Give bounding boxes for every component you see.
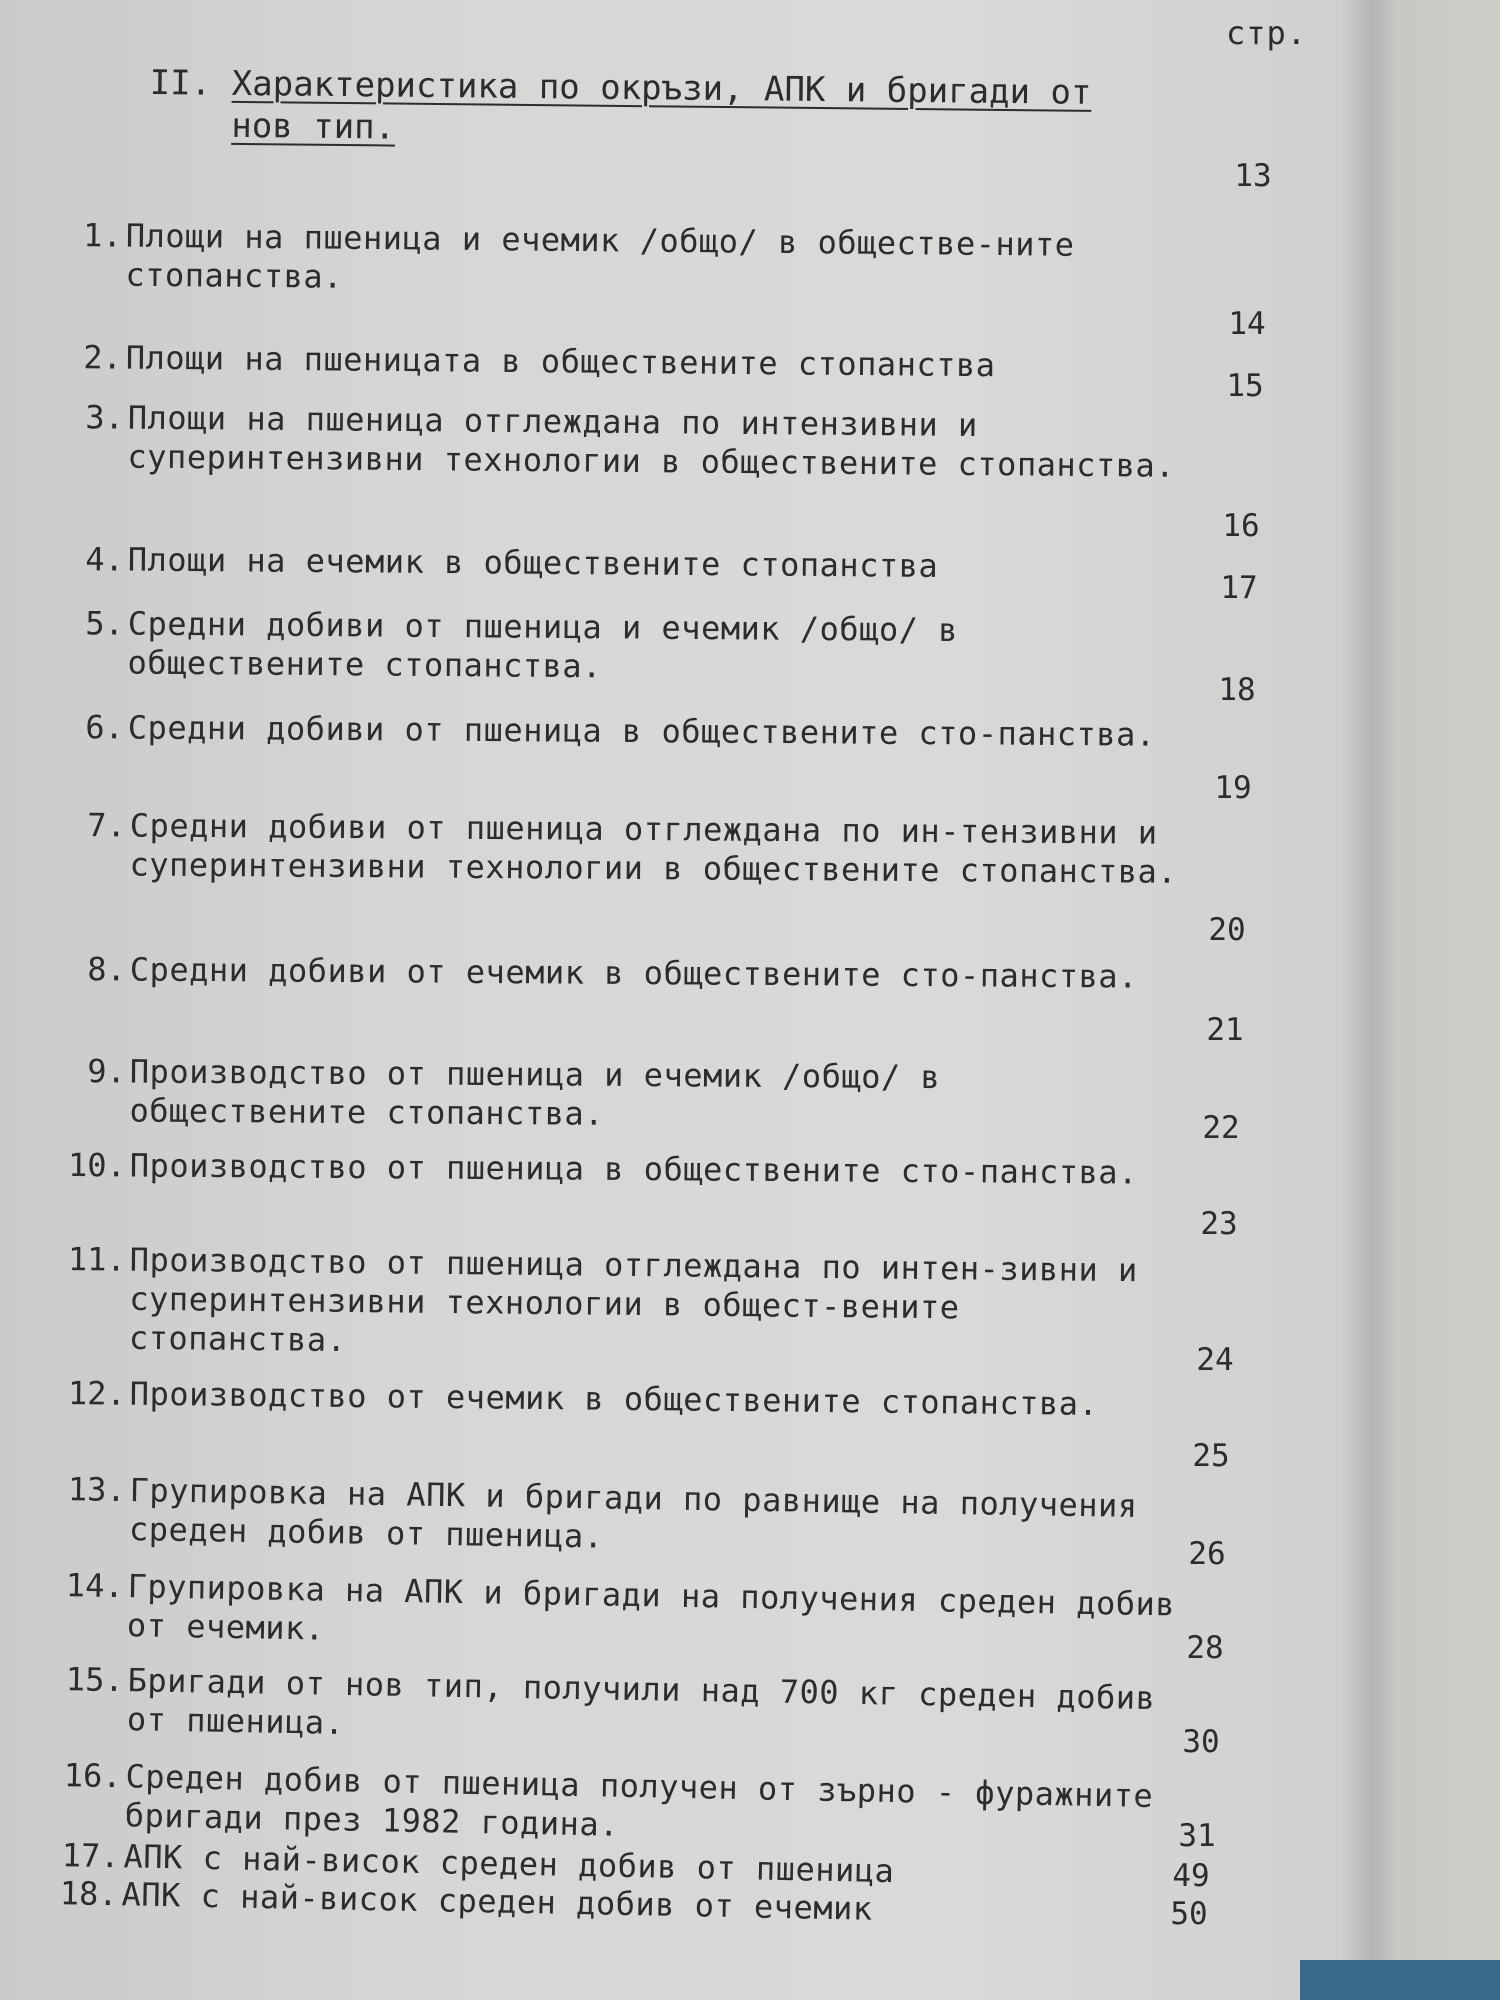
toc-entry (62, 1146, 1172, 1192)
toc-entry-number: 12. (67, 1374, 126, 1413)
toc-entry-text: Среден добив от пшеница получен от зърно - фуражните бригади през 1982 година. (124, 1757, 1154, 1844)
adjacent-page-edge (1372, 0, 1500, 2000)
toc-entry-number: 4. (85, 540, 124, 579)
toc-entry-text: АПК с най-висок среден добив от ечемик (121, 1875, 873, 1928)
toc-entry-text: Площи на пшеница отглеждана по интензивни и суперинтензивни технологии в обществените стопанства. (127, 398, 1176, 485)
toc-entry-page: 26 (1188, 1536, 1226, 1572)
toc-entry-page: 24 (1196, 1342, 1234, 1378)
toc-entry (62, 1240, 1172, 1359)
section-title: Характеристика по окръзи, АПК и бригади от нов тип. (231, 63, 1092, 148)
toc-entry-page: 19 (1214, 770, 1252, 806)
toc-entry-number: 18. (59, 1874, 118, 1914)
toc-entry-number: 7. (87, 806, 126, 845)
toc-entry-page: 22 (1202, 1110, 1240, 1146)
toc-entry-page: 16 (1222, 508, 1260, 544)
toc-entry-text: Средни добиви от пшеница и ечемик /общо/ в обществените стопанства. (127, 604, 959, 686)
toc-entry (60, 398, 1176, 485)
toc-entry-page: 28 (1186, 1630, 1224, 1666)
toc-entry-number: 1. (83, 216, 122, 255)
toc-entry (60, 708, 1170, 754)
toc-entry-text: Средни добиви от пшеница отглеждана по ин-тензивни и суперинтензивни технологии в обществените стопанства. (129, 806, 1178, 891)
toc-entry-text: Площи на пшеницата в обществените стопанства (125, 338, 996, 385)
toc-entry-text: Групировка на АПК и бригади по равнище на получения среден добив от пшеница. (128, 1471, 1138, 1556)
toc-entry-number: 2. (83, 338, 122, 377)
toc-entry (60, 540, 1170, 585)
toc-entry-text: Средни добиви от пшеница в обществените сто-панства. (127, 708, 1156, 754)
toc-entry-page: 30 (1182, 1724, 1220, 1760)
toc-entry-text: Площи на пшеница и ечемик /общо/ в обществе-ните стопанства. (125, 216, 1075, 296)
toc-entry-number: 14. (65, 1566, 124, 1606)
toc-entry-text: Групировка на АПК и бригади на получения среден добив от ечемик. (126, 1567, 1176, 1648)
toc-entry-text: Бригади от нов тип, получили над 700 кг среден добив от пшеница. (126, 1661, 1156, 1742)
toc-entry (60, 1660, 1170, 1742)
toc-entry (60, 604, 1170, 686)
toc-entry-number: 10. (67, 1146, 126, 1185)
toc-entry-page: 25 (1192, 1438, 1230, 1474)
toc-entry-number: 13. (67, 1470, 126, 1510)
toc-entry (58, 1756, 1168, 1844)
toc-entry-page: 50 (1170, 1896, 1208, 1932)
toc-entry-number: 3. (85, 398, 124, 437)
toc-entry (62, 1470, 1172, 1556)
section-number: II. (149, 62, 212, 104)
page-column-header: стр. (1226, 14, 1308, 52)
toc-entry-number: 9. (87, 1052, 126, 1091)
toc-entry-text: Средни добиви от ечемик в обществените сто-панства. (129, 950, 1139, 996)
toc-entry-number: 16. (63, 1756, 122, 1796)
toc-entry-number: 11. (67, 1240, 126, 1279)
toc-entry-number: 5. (85, 604, 124, 643)
toc-entry-page: 21 (1206, 1012, 1244, 1048)
toc-entry (58, 338, 1168, 385)
toc-entry-text: Производство от пшеница в обществените сто-панства. (129, 1146, 1139, 1192)
toc-entry (62, 806, 1178, 891)
toc-entry-text: Площи на ечемик в обществените стопанства (127, 540, 939, 585)
toc-entry-page: 17 (1220, 570, 1258, 606)
toc-entry-page: 23 (1200, 1206, 1238, 1242)
toc-entry-page: 18 (1218, 672, 1256, 708)
toc-entry (60, 1566, 1176, 1648)
page-fold-shadow (1340, 0, 1372, 2000)
desk-surface (1300, 1960, 1500, 2000)
toc-entry-text: АПК с най-висок среден добив от пшеница (123, 1837, 895, 1891)
toc-entry-text: Производство от пшеница отглеждана по интен-зивни и суперинтензивни технологии в общест-вените стопанства. (128, 1240, 1138, 1359)
toc-entry-page: 20 (1208, 912, 1246, 948)
toc-entry (62, 1374, 1172, 1423)
toc-entry-number: 17. (61, 1836, 120, 1876)
section-page-number: 13 (1234, 158, 1272, 194)
toc-entry-page: 31 (1178, 1818, 1216, 1854)
toc-entry (62, 1052, 1172, 1133)
toc-entry-page: 15 (1226, 368, 1264, 404)
toc-entry-number: 15. (65, 1660, 124, 1700)
toc-entry (58, 216, 1168, 296)
toc-entry (62, 950, 1172, 996)
toc-entry-page: 14 (1228, 306, 1266, 342)
toc-entry-text: Производство от ечемик в обществените стопанства. (129, 1374, 1099, 1423)
toc-entry-page: 49 (1172, 1858, 1210, 1894)
toc-entry-number: 8. (87, 950, 126, 989)
toc-entry-number: 6. (85, 708, 124, 747)
toc-entry-text: Производство от пшеница и ечемик /общо/ в обществените стопанства. (129, 1052, 941, 1133)
